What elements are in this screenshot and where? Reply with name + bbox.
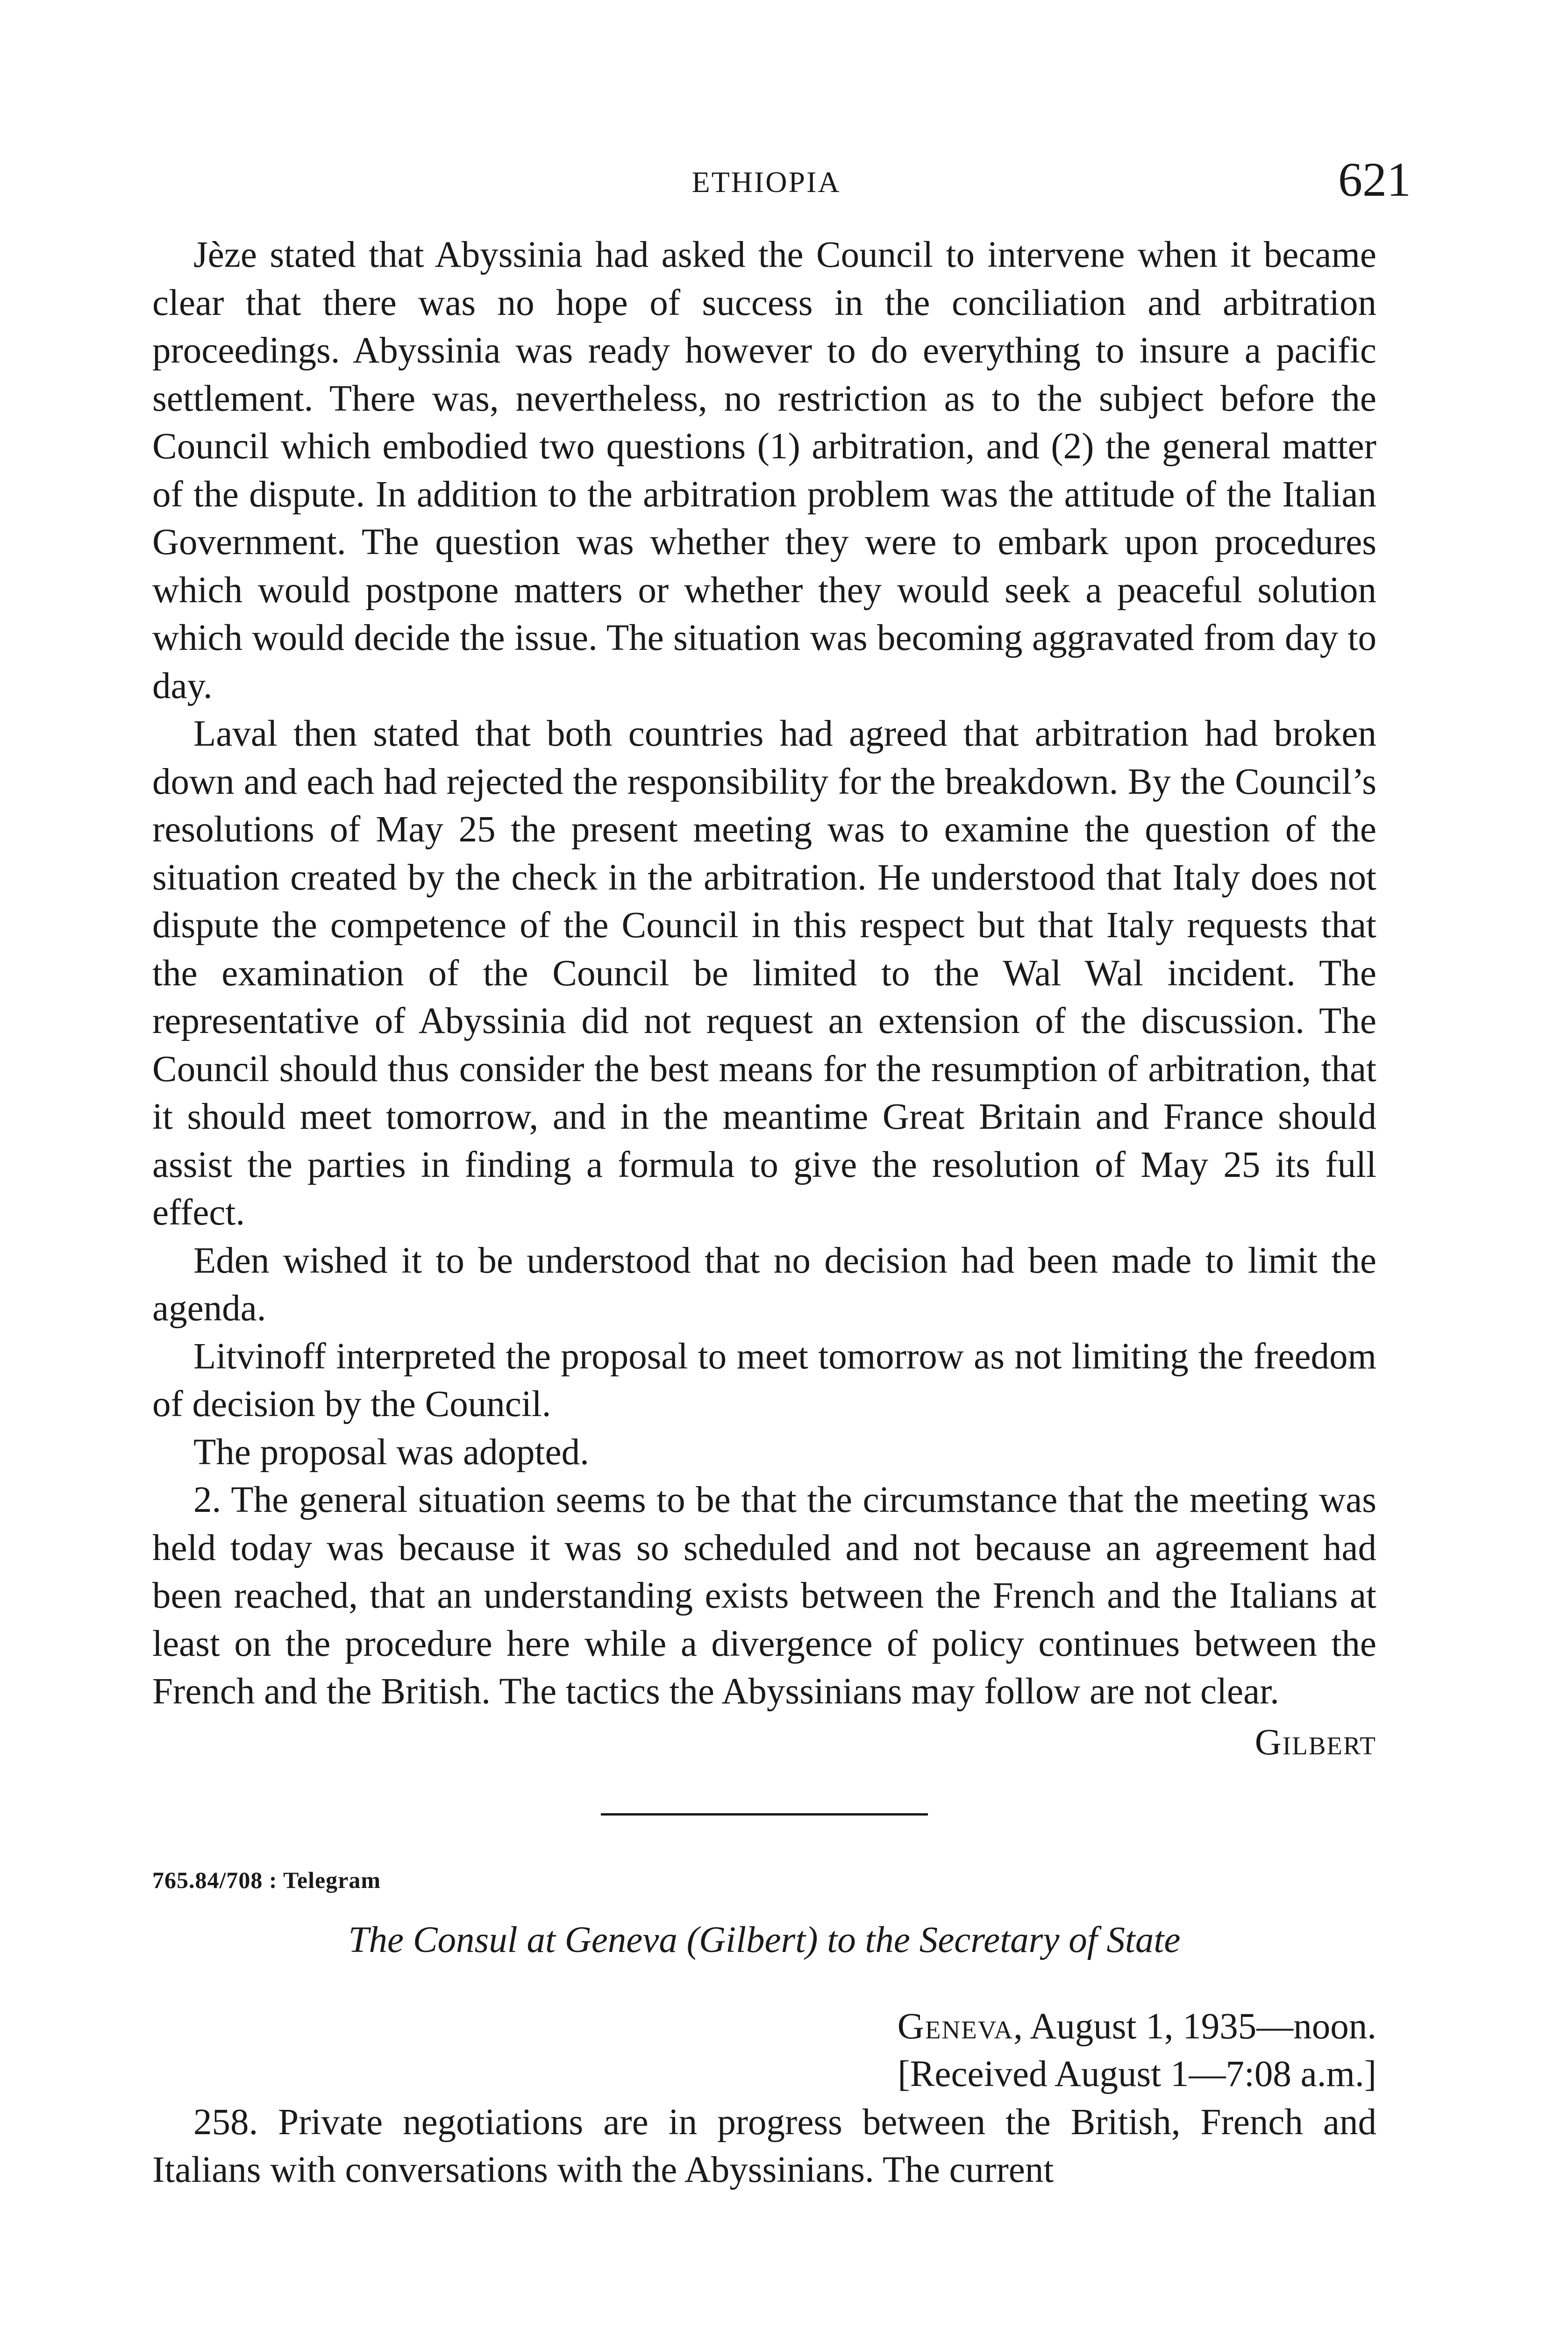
dateline-place: Geneva — [897, 2006, 1014, 2047]
dateline-date: , August 1, 1935—noon. — [1013, 2006, 1376, 2047]
dateline — [152, 2003, 1376, 2051]
paragraph-258: 258. Private negotiations are in progress between the British, French and Italians with conversations with the Abyssinians. The current — [152, 2101, 1376, 2190]
paragraph-proposal-adopted: The proposal was adopted. — [193, 1432, 589, 1473]
paragraph-jeze: Jèze stated that Abyssinia had asked the Council to intervene when it became clear that there was no hope of success in the conciliation and arbitration proceedings. Abyssinia was ready however to do everything to insure a pacific settlement. There was, nevertheless, no restriction as to the subject before the Council which embodied two questions (1) arbitration, and (2) the general matter of the dispute. In addition to the arbitration problem was the attitude of the Italian Government. The question was whether they were to embark upon procedures which would postpone matters or whether they would seek a peaceful solution which would decide the issue. The situation was becoming aggravated from day to day. — [152, 235, 1376, 706]
file-reference: 765.84/708 : Telegram — [152, 1867, 381, 1893]
paragraph-litvinoff: Litvinoff interpreted the proposal to meet tomorrow as not limiting the freedom of decision by the Council. — [152, 1336, 1376, 1424]
signature: Gilbert — [1254, 1722, 1376, 1763]
received-note: [Received August 1—7:08 a.m.] — [898, 2054, 1376, 2094]
running-title: ETHIOPIA — [691, 165, 841, 199]
paragraph-eden: Eden wished it to be understood that no decision had been made to limit the agenda. — [152, 1240, 1376, 1329]
section-divider — [601, 1813, 928, 1816]
paragraph-general-situation: 2. The general situation seems to be that the circumstance that the meeting was held today was because it was so scheduled and not because an agreement had been reached, that an understanding exists between the French and the Italians at least on the procedure here while a divergence of policy continues between the French and the British. The tactics the Abyssinians may follow are not clear. — [152, 1480, 1376, 1712]
paragraph-laval: Laval then stated that both countries had agreed that arbitration had broken down and each had rejected the responsibility for the breakdown. By the Council’s resolutions of May 25 the present meeting was to examine the question of the situation created by the check in the arbitration. He understood that Italy does not dispute the competence of the Council in this respect but that Italy requests that the examination of the Council be limited to the Wal Wal incident. The representative of Abyssinia did not request an extension of the discussion. The Council should thus consider the best means for the resumption of arbitration, that it should meet tomorrow, and in the meantime Great Britain and France should assist the parties in finding a formula to give the resolution of May 25 its full effect. — [152, 713, 1376, 1233]
page-number: 621 — [1338, 153, 1411, 207]
document-heading: The Consul at Geneva (Gilbert) to the Secretary of State — [348, 1920, 1181, 1960]
body-text — [152, 231, 1376, 2194]
running-head — [0, 154, 1568, 206]
